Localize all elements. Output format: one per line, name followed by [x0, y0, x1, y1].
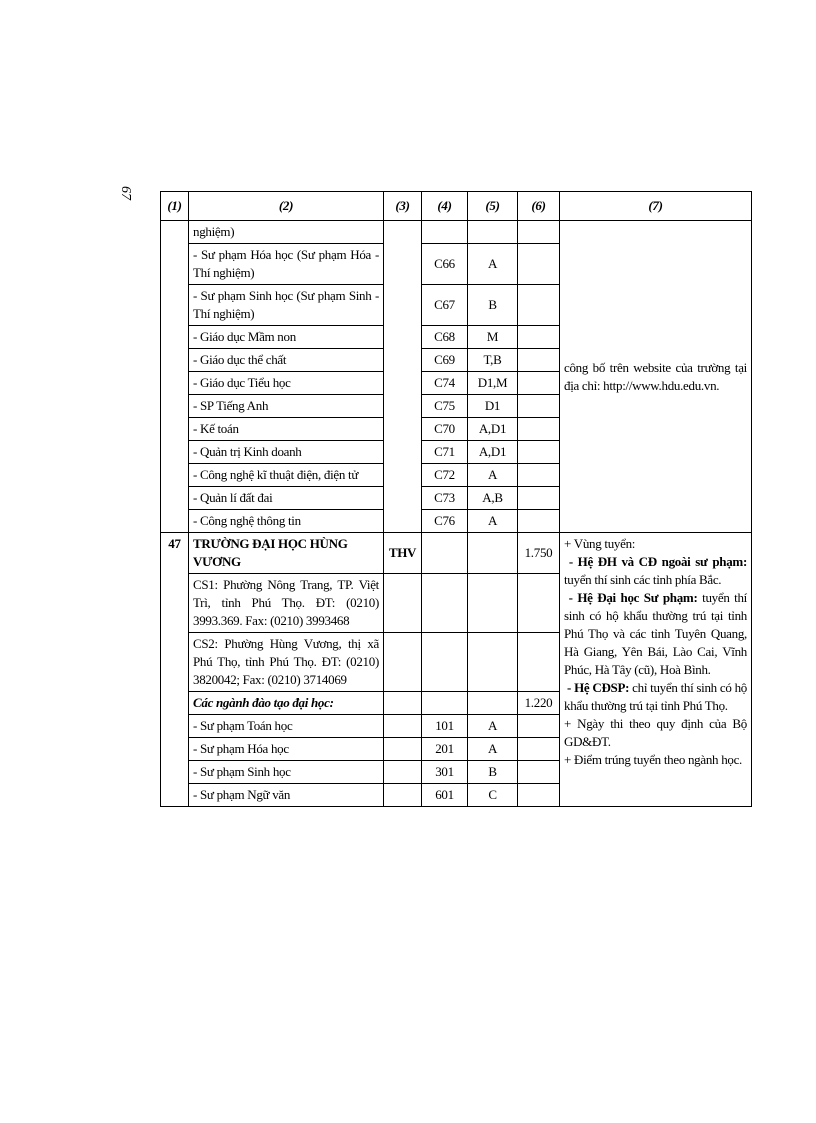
campus-1-address: CS1: Phường Nông Trang, TP. Việt Trì, tỉnh Phú Thọ. ĐT: (0210) 3993.369. Fax: (0210) 3993468 — [189, 574, 384, 633]
major-block: A,D1 — [468, 418, 518, 441]
major-name: - Sư phạm Sinh học (Sư phạm Sinh - Thí nghiệm) — [189, 285, 384, 326]
major-block: A — [468, 715, 518, 738]
major-block: A — [468, 244, 518, 285]
major-name: - Công nghệ thông tin — [189, 510, 384, 533]
major-code: C72 — [422, 464, 468, 487]
table-row — [161, 221, 752, 244]
note-region: + Vùng tuyển: — [564, 536, 636, 551]
major-code: 301 — [422, 761, 468, 784]
col-header-5: (5) — [468, 192, 518, 221]
prev-school-no-cell — [161, 221, 189, 533]
school-symbol: THV — [384, 533, 422, 574]
major-code: C68 — [422, 326, 468, 349]
major-code: C70 — [422, 418, 468, 441]
major-name: - SP Tiếng Anh — [189, 395, 384, 418]
note-2-text: tuyển thí sinh có hộ khẩu thường trú tại tỉnh Phú Thọ và các tỉnh Tuyên Quang, Hà Giang, Yên Bái, Lào Cai, Vĩnh Phúc, Hà Tây (cũ), Hoà Bình. — [564, 590, 747, 677]
major-name: - Công nghệ kĩ thuật điện, điện tử — [189, 464, 384, 487]
major-name: - Sư phạm Toán học — [189, 715, 384, 738]
major-block: A,B — [468, 487, 518, 510]
col-header-6: (6) — [518, 192, 560, 221]
col-header-4: (4) — [422, 192, 468, 221]
header-row — [161, 192, 752, 221]
major-code: 101 — [422, 715, 468, 738]
major-block: D1 — [468, 395, 518, 418]
section-quota: 1.220 — [518, 692, 560, 715]
note-4: + Ngày thi theo quy định của Bộ GD&ĐT. — [564, 716, 747, 749]
col-header-2: (2) — [189, 192, 384, 221]
major-block: A — [468, 464, 518, 487]
major-block: A — [468, 738, 518, 761]
major-name: - Sư phạm Ngữ văn — [189, 784, 384, 807]
major-name: - Quản lí đất đai — [189, 487, 384, 510]
major-code: 201 — [422, 738, 468, 761]
major-code: C74 — [422, 372, 468, 395]
col-header-1: (1) — [161, 192, 189, 221]
major-block: C — [468, 784, 518, 807]
note-3-label: - Hệ CĐSP: — [567, 680, 630, 695]
col-header-3: (3) — [384, 192, 422, 221]
major-block: B — [468, 285, 518, 326]
major-code: C75 — [422, 395, 468, 418]
major-code: C67 — [422, 285, 468, 326]
note-5: + Điểm trúng tuyển theo ngành học. — [564, 752, 743, 767]
school-notes — [560, 533, 752, 807]
continuation-text: nghiệm) — [189, 221, 384, 244]
major-name: - Sư phạm Sinh học — [189, 761, 384, 784]
major-name: - Giáo dục Tiểu học — [189, 372, 384, 395]
major-code: C66 — [422, 244, 468, 285]
major-block: A,D1 — [468, 441, 518, 464]
major-block: T,B — [468, 349, 518, 372]
major-code: C73 — [422, 487, 468, 510]
major-name: - Giáo dục Mầm non — [189, 326, 384, 349]
col-header-7: (7) — [560, 192, 752, 221]
note-3-text: chỉ tuyển thí sinh có hộ khẩu thường trú tại tỉnh Phú Thọ. — [564, 680, 747, 713]
note-1-label: - Hệ ĐH và CĐ ngoài sư phạm: — [568, 554, 747, 569]
major-name: - Kế toán — [189, 418, 384, 441]
campus-2-address: CS2: Phường Hùng Vương, thị xã Phú Thọ, tỉnh Phú Thọ. ĐT: (0210) 3820042; Fax: (0210) 3714069 — [189, 633, 384, 692]
major-block: A — [468, 510, 518, 533]
major-code: C71 — [422, 441, 468, 464]
school-quota: 1.750 — [518, 533, 560, 574]
table-row — [161, 533, 752, 574]
major-code: C76 — [422, 510, 468, 533]
note-1-text: tuyển thí sinh các tỉnh phía Bắc. — [564, 572, 722, 587]
page-number: 67 — [118, 186, 133, 200]
major-code: C69 — [422, 349, 468, 372]
major-name: - Sư phạm Hóa học — [189, 738, 384, 761]
major-block: B — [468, 761, 518, 784]
major-block: M — [468, 326, 518, 349]
prev-school-note: công bố trên website của trường tại địa chỉ: http://www.hdu.edu.vn. — [560, 221, 752, 533]
school-name: TRƯỜNG ĐẠI HỌC HÙNG VƯƠNG — [189, 533, 384, 574]
admissions-table — [160, 191, 752, 807]
section-label: Các ngành đào tạo đại học: — [189, 692, 384, 715]
major-code: 601 — [422, 784, 468, 807]
major-block: D1,M — [468, 372, 518, 395]
school-number: 47 — [161, 533, 189, 807]
major-name: - Giáo dục thể chất — [189, 349, 384, 372]
major-name: - Quản trị Kinh doanh — [189, 441, 384, 464]
major-name: - Sư phạm Hóa học (Sư phạm Hóa - Thí nghiệm) — [189, 244, 384, 285]
note-2-label: - Hệ Đại học Sư phạm: — [568, 590, 698, 605]
